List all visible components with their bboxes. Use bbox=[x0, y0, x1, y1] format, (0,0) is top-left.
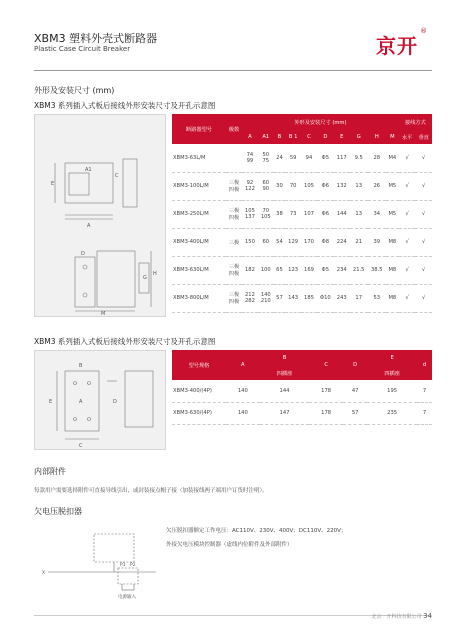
cell-g: 17 bbox=[350, 284, 368, 312]
cell-e: 243 bbox=[334, 284, 350, 312]
cell-c: 178 bbox=[309, 402, 343, 424]
col2-b: B bbox=[260, 350, 310, 366]
dim-label-c: C bbox=[115, 173, 119, 179]
col-sub: A bbox=[242, 130, 258, 144]
cell-c: 169 bbox=[301, 256, 317, 284]
cell-g: 13 bbox=[350, 172, 368, 200]
terminal-p1: P1 bbox=[120, 563, 126, 568]
cell-poles: 三极 bbox=[226, 228, 242, 256]
cell-b: 24 bbox=[274, 144, 285, 172]
terminal-p2: P2 bbox=[130, 563, 136, 568]
cell-a1: 100 bbox=[258, 256, 274, 284]
cell-d: 47 bbox=[343, 380, 367, 402]
cell-model: XBM3-63L/M bbox=[172, 144, 226, 172]
col-sub: B 1 bbox=[285, 130, 301, 144]
cell-h: 34 bbox=[368, 200, 386, 228]
cell-b1: 129 bbox=[285, 228, 301, 256]
cell-h: 39 bbox=[368, 228, 386, 256]
dim2-label-e: E bbox=[49, 399, 53, 405]
cell-poles: 三极 四极 bbox=[226, 284, 242, 312]
cell-d: Φ8 bbox=[317, 228, 334, 256]
accessory-heading: 内部附件 bbox=[34, 467, 66, 476]
cell-d: Φ5 bbox=[317, 144, 334, 172]
cell-b1: 59 bbox=[285, 144, 301, 172]
cell-b1: 70 bbox=[285, 172, 301, 200]
dim2-label-a: A bbox=[79, 399, 83, 405]
dim2-label-d: D bbox=[113, 399, 117, 405]
cell-m: M5 bbox=[386, 200, 399, 228]
cell-v: √ bbox=[415, 200, 432, 228]
cell-h: √ bbox=[399, 284, 416, 312]
cell-v: √ bbox=[415, 228, 432, 256]
page-title: XBM3 塑料外壳式断路器 bbox=[34, 32, 158, 45]
page-number: 34 bbox=[423, 612, 432, 620]
cell-model: XBM3-800L/M bbox=[172, 284, 226, 312]
footer bbox=[371, 612, 432, 620]
figure-panel-1 bbox=[34, 114, 166, 317]
cell-c: 107 bbox=[301, 200, 317, 228]
cell-d: Φ10 bbox=[317, 284, 334, 312]
cell-c: 178 bbox=[309, 380, 343, 402]
dim-label-h: H bbox=[153, 271, 157, 277]
dims-table-2 bbox=[172, 350, 432, 425]
cell-a: 74 99 bbox=[242, 144, 258, 172]
cell-c: 170 bbox=[301, 228, 317, 256]
accessory-text: 每款用户需要选择附件可直接导线引出，或封装接点帽子接（加装接线两子端用户订货时注明）。 bbox=[34, 488, 268, 494]
col2-a: A bbox=[226, 350, 260, 380]
footer-company: 北京一开科技有限公司 bbox=[371, 614, 422, 620]
col2-d: D bbox=[343, 350, 367, 380]
cell-h: 38.5 bbox=[368, 256, 386, 284]
cell-h: √ bbox=[399, 256, 416, 284]
dim-label-a1: A1 bbox=[85, 167, 92, 173]
col-sub: E bbox=[334, 130, 350, 144]
cell-a: 182 bbox=[242, 256, 258, 284]
figure-panel-2 bbox=[34, 350, 166, 450]
cell-d: 7 bbox=[417, 380, 432, 402]
cell-d: Φ6 bbox=[317, 200, 334, 228]
cell-model: XBM3-400L/M bbox=[172, 228, 226, 256]
table-row bbox=[172, 172, 432, 200]
col2-dd: d bbox=[417, 350, 432, 380]
cell-e: 195 bbox=[367, 380, 417, 402]
cell-m: M5 bbox=[386, 172, 399, 200]
col-sub: D bbox=[317, 130, 334, 144]
cell-poles: 三极 四极 bbox=[226, 256, 242, 284]
cell-h: 53 bbox=[368, 284, 386, 312]
cell-h: √ bbox=[399, 144, 416, 172]
table2-caption: XBM3 系列插入式板后接线外形安装尺寸及开孔示意图 bbox=[34, 337, 216, 346]
table1-caption: XBM3 系列插入式板后接线外形安装尺寸及开孔示意图 bbox=[34, 101, 216, 110]
cell-a: 140 bbox=[226, 402, 260, 424]
col-sub: M bbox=[386, 130, 399, 144]
cell-h: √ bbox=[399, 172, 416, 200]
cell-b: 54 bbox=[274, 228, 285, 256]
cell-v: √ bbox=[415, 144, 432, 172]
dims-heading: 外形及安装尺寸 (mm) bbox=[34, 86, 115, 95]
cell-model: XBM3-630/(4P) bbox=[172, 402, 226, 424]
col2-model: 型号规格 bbox=[172, 350, 226, 380]
cell-model: XBM3-630L/M bbox=[172, 256, 226, 284]
table-row bbox=[172, 284, 432, 312]
col2-e: E bbox=[367, 350, 417, 366]
cell-h: √ bbox=[399, 200, 416, 228]
page-subtitle: Plastic Case Circuit Breaker bbox=[34, 45, 131, 53]
cell-v: √ bbox=[415, 284, 432, 312]
dim-label-d: D bbox=[81, 251, 85, 257]
cell-c: 105 bbox=[301, 172, 317, 200]
cell-a1: 60 90 bbox=[258, 172, 274, 200]
dim-label-e: E bbox=[51, 181, 55, 187]
cell-d: Φ6 bbox=[317, 172, 334, 200]
cell-g: 9.5 bbox=[350, 144, 368, 172]
col-group: 外形及安装尺寸 (mm) bbox=[242, 114, 399, 130]
cell-e: 235 bbox=[367, 402, 417, 424]
cell-a1: 60 bbox=[258, 228, 274, 256]
undervoltage-heading: 欠电压脱扣器 bbox=[34, 507, 82, 516]
col-poles: 极数 bbox=[226, 114, 242, 144]
dim-label-g: G bbox=[143, 275, 147, 281]
cell-a: 105 137 bbox=[242, 200, 258, 228]
cell-h: 26 bbox=[368, 172, 386, 200]
power-input-label: 电源输入 bbox=[118, 595, 136, 600]
cell-poles bbox=[226, 144, 242, 172]
undervoltage-line2: 外接欠电压模块控制器（虚线内位附件及外部附件） bbox=[166, 542, 293, 548]
cell-model: XBM3-250L/M bbox=[172, 200, 226, 228]
undervoltage-line1: 欠压脱扣器额定工作电压：AC110V、230V、400V；DC110V、220V； bbox=[166, 528, 347, 534]
dims-table-1 bbox=[172, 114, 432, 313]
cell-b1: 73 bbox=[285, 200, 301, 228]
table-row bbox=[172, 402, 432, 424]
col-sub: 垂直 bbox=[415, 130, 432, 144]
cell-e: 224 bbox=[334, 228, 350, 256]
cell-b: 38 bbox=[274, 200, 285, 228]
cell-m: M4 bbox=[386, 144, 399, 172]
col-sub: C bbox=[301, 130, 317, 144]
cell-b: 147 bbox=[260, 402, 310, 424]
table-row bbox=[172, 256, 432, 284]
cell-e: 132 bbox=[334, 172, 350, 200]
cell-m: M8 bbox=[386, 228, 399, 256]
cell-model: XBM3-100L/M bbox=[172, 172, 226, 200]
cell-d: Φ5 bbox=[317, 256, 334, 284]
cell-a1: 50 75 bbox=[258, 144, 274, 172]
brand-logo: 京开 bbox=[376, 34, 418, 58]
cell-e: 144 bbox=[334, 200, 350, 228]
cell-g: 13 bbox=[350, 200, 368, 228]
col-sub: A1 bbox=[258, 130, 274, 144]
cell-m: M8 bbox=[386, 284, 399, 312]
cell-b: 57 bbox=[274, 284, 285, 312]
wiring-diagram bbox=[34, 530, 164, 604]
col-model: 断路器型号 bbox=[172, 114, 226, 144]
registered-mark: ® bbox=[420, 27, 427, 35]
cell-e: 117 bbox=[334, 144, 350, 172]
cell-b: 144 bbox=[260, 380, 310, 402]
cell-b: 30 bbox=[274, 172, 285, 200]
cell-g: 21 bbox=[350, 228, 368, 256]
cell-b1: 123 bbox=[285, 256, 301, 284]
x-label: X bbox=[42, 571, 46, 576]
cell-b: 65 bbox=[274, 256, 285, 284]
header-divider bbox=[34, 70, 432, 71]
outline-drawing-1 bbox=[35, 115, 165, 316]
cell-a1: 140 210 bbox=[258, 284, 274, 312]
cell-m: M8 bbox=[386, 256, 399, 284]
table-row bbox=[172, 144, 432, 172]
table-row bbox=[172, 228, 432, 256]
col-sub: 水平 bbox=[399, 130, 416, 144]
cell-a: 92 122 bbox=[242, 172, 258, 200]
col2-c: C bbox=[309, 350, 343, 380]
cell-e: 234 bbox=[334, 256, 350, 284]
cell-h: 28 bbox=[368, 144, 386, 172]
cell-c: 94 bbox=[301, 144, 317, 172]
cell-a: 140 bbox=[226, 380, 260, 402]
dim2-label-c: C bbox=[79, 443, 83, 449]
cell-poles: 三极 四极 bbox=[226, 172, 242, 200]
undervoltage-diagram bbox=[34, 530, 164, 604]
cell-d: 7 bbox=[417, 402, 432, 424]
cell-v: √ bbox=[415, 172, 432, 200]
table-row bbox=[172, 380, 432, 402]
table-row bbox=[172, 200, 432, 228]
dim-label-a: A bbox=[87, 223, 91, 229]
dim2-label-b: B bbox=[79, 363, 83, 369]
cell-a1: 70 105 bbox=[258, 200, 274, 228]
cell-a: 150 bbox=[242, 228, 258, 256]
dim-label-m: M bbox=[101, 311, 106, 316]
outline-drawing-2 bbox=[35, 351, 165, 449]
cell-b1: 143 bbox=[285, 284, 301, 312]
col-sub: G bbox=[350, 130, 368, 144]
col-sub: B bbox=[274, 130, 285, 144]
cell-d: 57 bbox=[343, 402, 367, 424]
cell-model: XBM3-400/(4P) bbox=[172, 380, 226, 402]
col-sub: H bbox=[368, 130, 386, 144]
cell-poles: 三极 四极 bbox=[226, 200, 242, 228]
col2-e-sub: 四插座 bbox=[367, 366, 417, 380]
col-wiring: 接线方式 bbox=[399, 114, 432, 130]
cell-h: √ bbox=[399, 228, 416, 256]
cell-g: 21.5 bbox=[350, 256, 368, 284]
cell-a: 212 282 bbox=[242, 284, 258, 312]
col2-b-sub: 四插座 bbox=[260, 366, 310, 380]
cell-c: 185 bbox=[301, 284, 317, 312]
cell-v: √ bbox=[415, 256, 432, 284]
